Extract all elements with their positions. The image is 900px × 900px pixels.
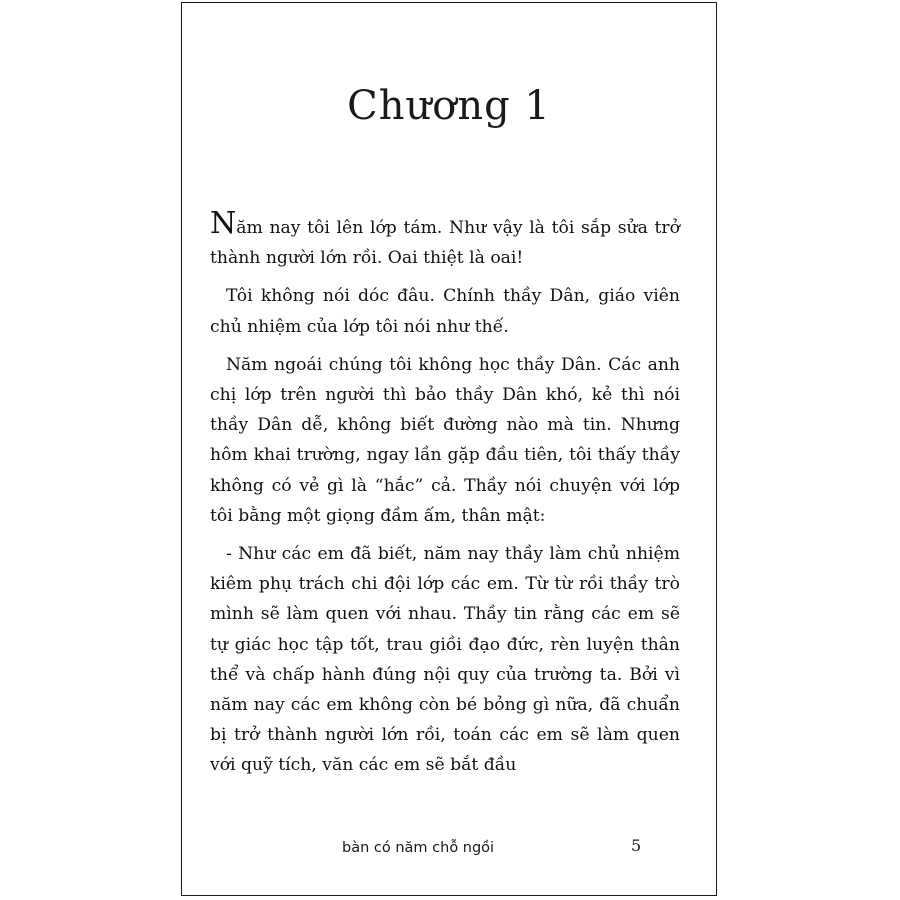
page-number: 5 [631, 836, 642, 855]
body-text [210, 206, 680, 789]
running-footer-title: bàn có năm chỗ ngồi [342, 840, 495, 856]
paragraph-3: Năm ngoái chúng tôi không học thầy Dân. Các anh chị lớp trên người thì bảo thầy Dân khó, kẻ thì nói thầy Dân dễ, không biết đường nào mà tin. Nhưng hôm khai trường, ngay lần gặp đầu tiên, tôi thấy thầy không có vẻ gì là “hắc” cả. Thầy nói chuyện với lớp tôi bằng một giọng đầm ấm, thân mật: [210, 354, 680, 526]
book-page [181, 2, 717, 896]
paragraph-2: Tôi không nói dóc đâu. Chính thầy Dân, giáo viên chủ nhiệm của lớp tôi nói như thế. [210, 286, 680, 337]
chapter-title: Chương 1 [347, 83, 551, 129]
paragraph-1-text: ăm nay tôi lên lớp tám. Như vậy là tôi sắp sửa trở thành người lớn rồi. Oai thiệt là oai! [210, 218, 680, 269]
paragraph-1 [210, 206, 680, 273]
drop-cap: N [210, 206, 237, 241]
paragraph-4: - Như các em đã biết, năm nay thầy làm chủ nhiệm kiêm phụ trách chi đội lớp các em. Từ từ rồi thầy trò mình sẽ làm quen với nhau. Thầy tin rằng các em sẽ tự giác học tập tốt, trau giồi đạo đức, rèn luyện thân thể và chấp hành đúng nội quy của trường ta. Bởi vì năm nay các em không còn bé bỏng gì nữa, đã chuẩn bị trở thành người lớn rồi, toán các em sẽ làm quen với quỹ tích, văn các em sẽ bắt đầu [210, 544, 680, 776]
